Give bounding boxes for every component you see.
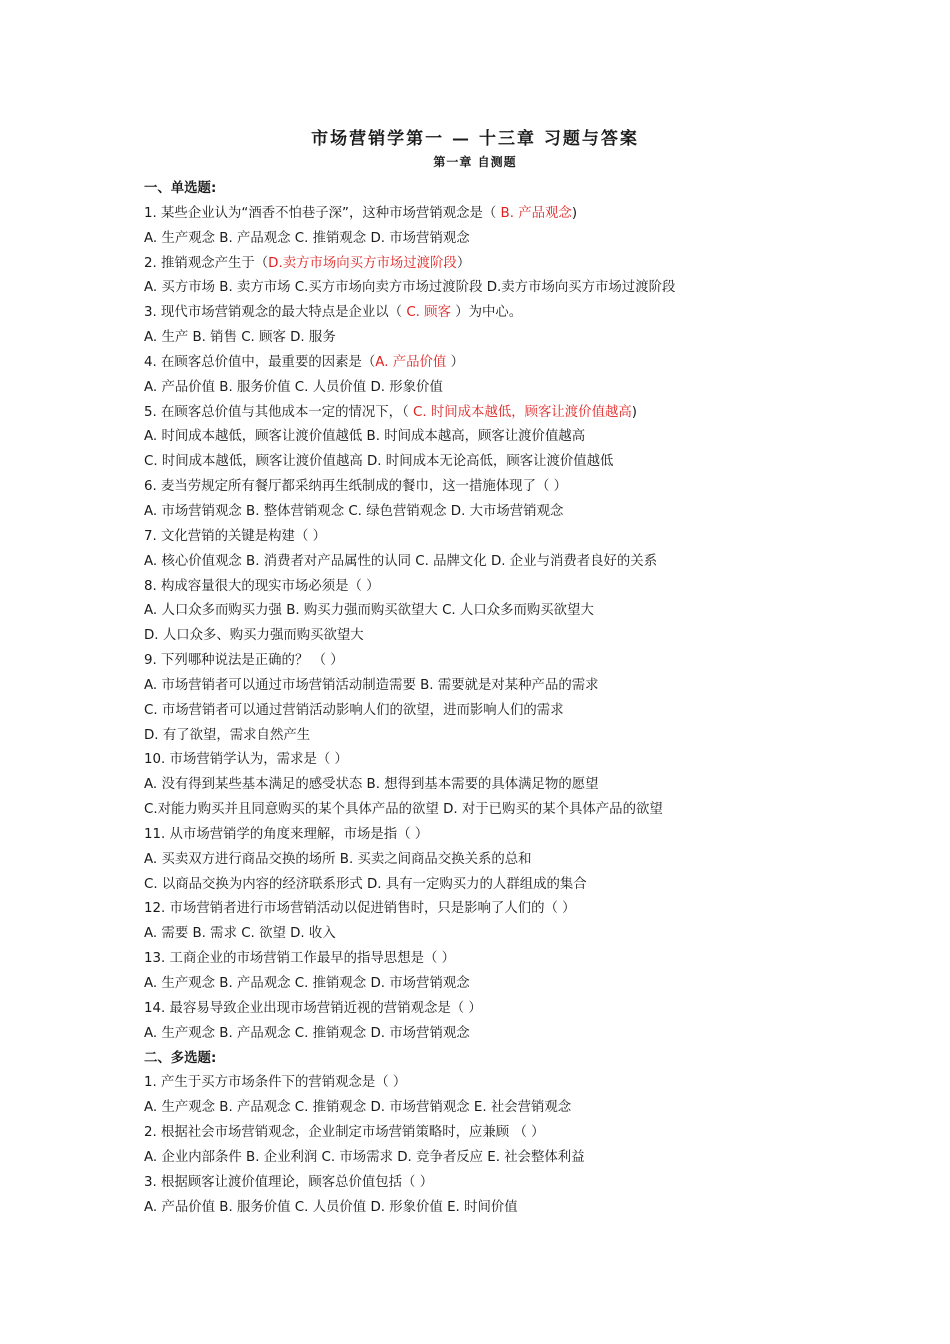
line-text: C. 以商品交换为内容的经济联系形式 D. 具有一定购买力的人群组成的集合 (144, 876, 587, 892)
line-text: A. 市场营销者可以通过市场营销活动制造需要 B. 需要就是对某种产品的需求 (144, 677, 599, 693)
line-text: A. 生产观念 B. 产品观念 C. 推销观念 D. 市场营销观念 (144, 1025, 470, 1041)
text-line (144, 1196, 804, 1221)
line-text: 1. 某些企业认为“酒香不怕巷子深”，这种市场营销观念是（ (144, 205, 497, 221)
line-text: A. 需要 B. 需求 C. 欲望 D. 收入 (144, 926, 336, 942)
line-suffix: ) (571, 205, 578, 221)
line-text: D. 人口众多、购买力强而购买欲望大 (144, 628, 364, 644)
text-line (144, 897, 804, 922)
text-line (144, 873, 804, 898)
line-text: A. 买卖双方进行商品交换的场所 B. 买卖之间商品交换关系的总和 (144, 851, 532, 867)
text-line (144, 227, 804, 252)
text-line (144, 997, 804, 1022)
text-line (144, 500, 804, 525)
line-text: A. 时间成本越低，顾客让渡价值越低 B. 时间成本越高，顾客让渡价值越高 (144, 429, 586, 445)
line-text: 13. 工商企业的市场营销工作最早的指导思想是（ ） (144, 951, 456, 967)
line-text: 4. 在顾客总价值中，最重要的因素是（ (144, 354, 376, 370)
text-line (144, 376, 804, 401)
text-line (144, 1096, 804, 1121)
line-text: A. 生产观念 B. 产品观念 C. 推销观念 D. 市场营销观念 (144, 230, 470, 246)
text-line (144, 748, 804, 773)
section-heading (144, 1047, 804, 1072)
text-line (144, 475, 804, 500)
line-text: A. 产品价值 B. 服务价值 C. 人员价值 D. 形象价值 (144, 379, 443, 395)
text-line (144, 649, 804, 674)
question-line (144, 202, 804, 227)
line-text: 8. 构成容量很大的现实市场必须是（ ） (144, 578, 380, 594)
question-line (144, 351, 804, 376)
answer-text: C. 时间成本越低，顾客让渡价值越高 (408, 404, 632, 420)
line-text: A. 生产观念 B. 产品观念 C. 推销观念 D. 市场营销观念 (144, 976, 470, 991)
line-text: C. 市场营销者可以通过营销活动影响人们的欲望，进而影响人们的需求 (144, 702, 564, 718)
line-text: A. 生产 B. 销售 C. 顾客 D. 服务 (144, 330, 336, 346)
line-text: 2. 根据社会市场营销观念，企业制定市场营销策略时，应兼顾 （ ） (144, 1125, 545, 1141)
line-text: A. 生产观念 B. 产品观念 C. 推销观念 D. 市场营销观念 E. 社会营销观念 (144, 1100, 572, 1116)
text-line (144, 1121, 804, 1146)
line-text: 9. 下列哪种说法是正确的？ （ ） (144, 653, 344, 669)
line-text: D. 有了欲望，需求自然产生 (144, 727, 311, 743)
text-line (144, 575, 804, 600)
question-line (144, 252, 804, 277)
line-text: 7. 文化营销的关键是构建（ ） (144, 528, 326, 544)
line-text: A. 人口众多而购买力强 B. 购买力强而购买欲望大 C. 人口众多而购买欲望大 (144, 603, 594, 619)
text-line (144, 972, 804, 997)
line-text: 3. 根据顾客让渡价值理论，顾客总价值包括（ ） (144, 1174, 434, 1190)
line-text: A. 没有得到某些基本满足的感受状态 B. 想得到基本需要的具体满足物的愿望 (144, 777, 599, 793)
text-line (144, 848, 804, 873)
answer-text: B. 产品观念 (496, 205, 572, 221)
text-line (144, 1171, 804, 1196)
line-text: 3. 现代市场营销观念的最大特点是企业以（ (144, 305, 403, 321)
text-line (144, 922, 804, 947)
text-line (144, 1071, 804, 1096)
text-line (144, 947, 804, 972)
line-text: A. 产品价值 B. 服务价值 C. 人员价值 D. 形象价值 E. 时间价值 (144, 1199, 518, 1215)
line-text: 12. 市场营销者进行市场营销活动以促进销售时，只是影响了人们的（ ） (144, 901, 576, 917)
line-text: 11. 从市场营销学的角度来理解，市场是指（ ） (144, 826, 429, 842)
text-line (144, 724, 804, 749)
line-text: 5. 在顾客总价值与其他成本一定的情况下，（ (144, 404, 409, 420)
line-text: 14. 最容易导致企业出现市场营销近视的营销观念是（ ） (144, 1000, 482, 1016)
line-text: 二、多选题: (144, 1050, 217, 1066)
line-suffix: ） (450, 354, 464, 370)
text-line (144, 425, 804, 450)
line-suffix: ） (456, 255, 471, 271)
line-suffix: ）为中心。 (455, 305, 523, 321)
section-heading (144, 177, 804, 202)
answer-text: D.卖方市场向买方市场过渡阶段 (268, 255, 457, 271)
line-text: A. 买方市场 B. 卖方市场 C.买方市场向卖方市场过渡阶段 D.卖方市场向买方市场过渡阶段 (144, 280, 676, 296)
line-text: 6. 麦当劳规定所有餐厅都采纳再生纸制成的餐巾，这一措施体现了（ ） (144, 479, 568, 495)
text-line (144, 276, 804, 301)
line-suffix: ) (631, 404, 637, 420)
question-line (144, 401, 804, 426)
line-text: 2. 推销观念产生于（ (144, 255, 269, 271)
text-line (144, 773, 804, 798)
answer-text: C. 顾客 (402, 305, 456, 321)
document-title: 市场营销学第一 — 十三章 习题与答案 (311, 129, 639, 149)
text-line (144, 550, 804, 575)
line-text: C.对能力购买并且同意购买的某个具体产品的欲望 D. 对于已购买的某个具体产品的欲望 (144, 802, 663, 818)
line-text: A. 核心价值观念 B. 消费者对产品属性的认同 C. 品牌文化 D. 企业与消费者良好的关系 (144, 553, 658, 569)
text-line (144, 674, 804, 699)
text-line (144, 450, 804, 475)
text-line (144, 624, 804, 649)
question-list (144, 177, 804, 1220)
text-line (144, 525, 804, 550)
line-text: 10. 市场营销学认为，需求是（ ） (144, 752, 348, 768)
text-line (144, 1022, 804, 1047)
text-line (144, 326, 804, 351)
text-line (144, 798, 804, 823)
text-line (144, 823, 804, 848)
chapter-subtitle: 第一章 自测题 (433, 155, 517, 169)
line-text: C. 时间成本越低，顾客让渡价值越高 D. 时间成本无论高低，顾客让渡价值越低 (144, 454, 614, 470)
line-text: 一、单选题: (144, 181, 217, 196)
question-line (144, 301, 804, 326)
answer-text: A. 产品价值 (375, 354, 451, 370)
line-text: A. 市场营销观念 B. 整体营销观念 C. 绿色营销观念 D. 大市场营销观念 (144, 503, 564, 519)
text-line (144, 599, 804, 624)
text-line (144, 699, 804, 724)
text-line (144, 1146, 804, 1171)
line-text: 1. 产生于买方市场条件下的营销观念是（ ） (144, 1075, 407, 1091)
line-text: A. 企业内部条件 B. 企业利润 C. 市场需求 D. 竞争者反应 E. 社会整体利益 (144, 1149, 585, 1165)
